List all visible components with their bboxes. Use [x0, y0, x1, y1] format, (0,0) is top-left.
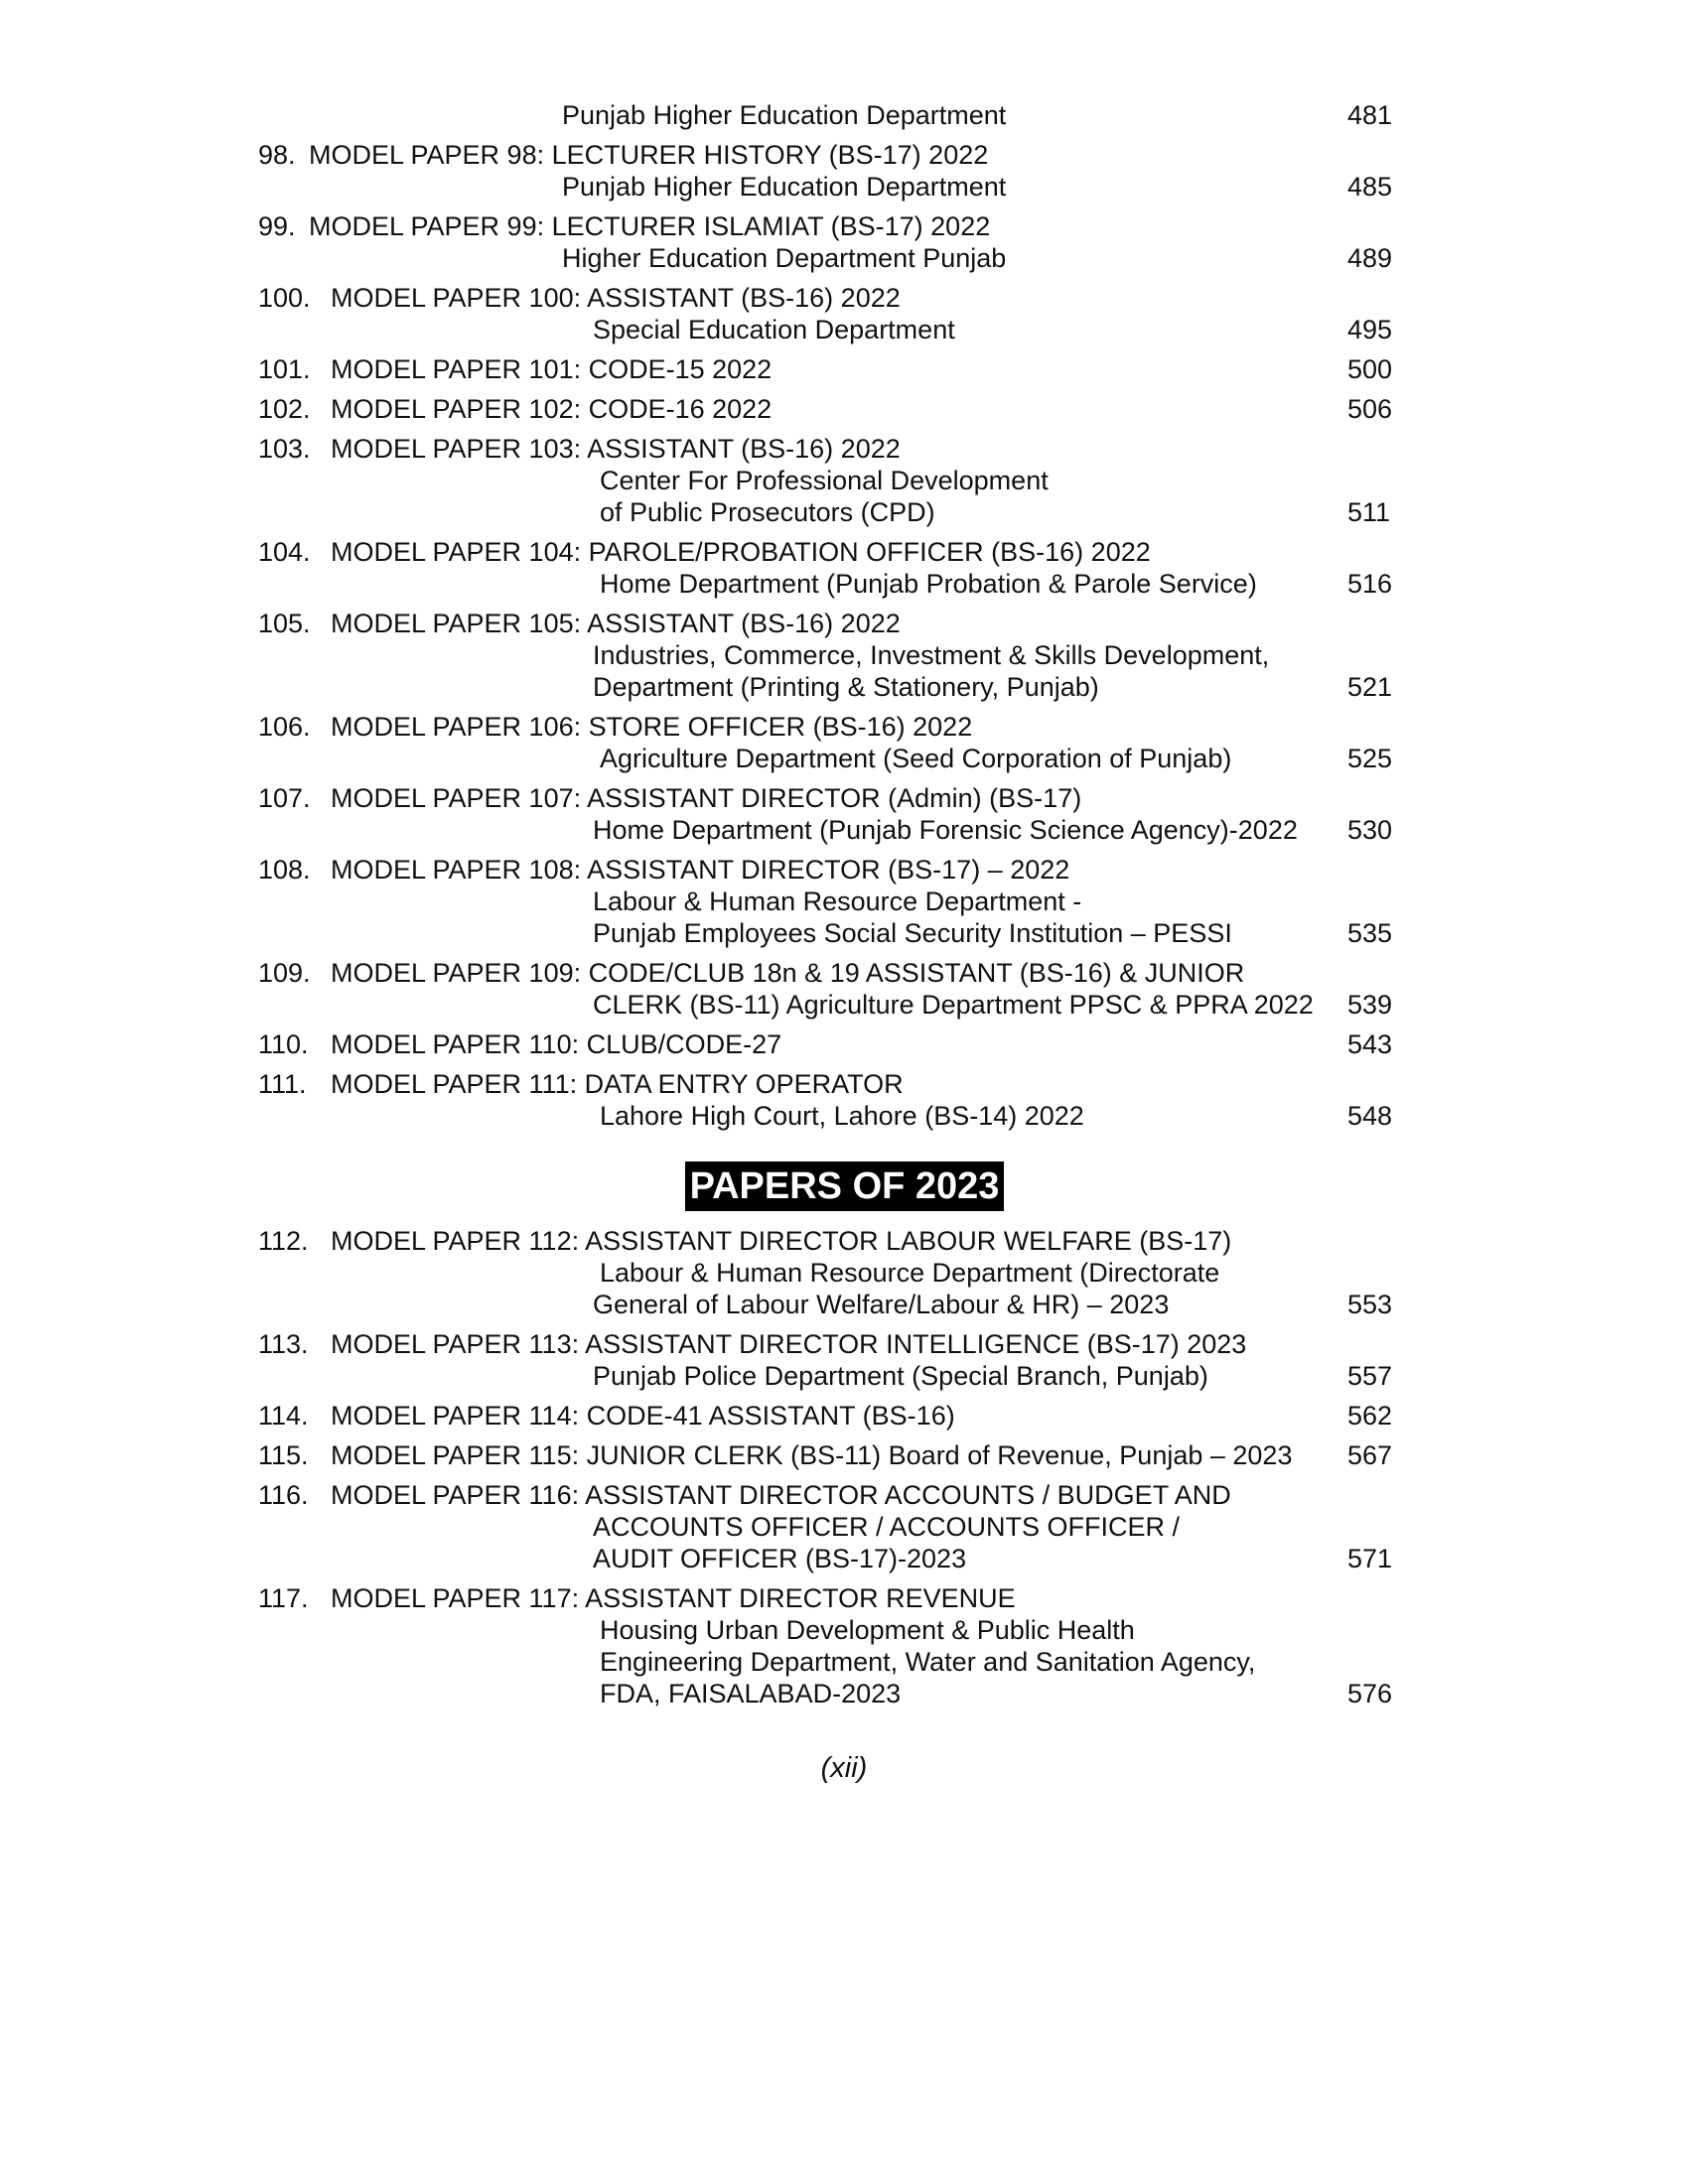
entry-title: MODEL PAPER 104: PAROLE/PROBATION OFFICER (BS-16) 2022 [331, 537, 1151, 567]
entry-title: MODEL PAPER 106: STORE OFFICER (BS-16) 2022 [331, 712, 973, 742]
toc-entry-104-detail [0, 568, 1688, 600]
entry-title: MODEL PAPER 114: CODE-41 ASSISTANT (BS-16) [331, 1401, 955, 1431]
entry-number: 103. [258, 434, 311, 464]
section-heading: PAPERS OF 2023 [685, 1161, 1004, 1211]
page-number: 543 [1347, 1029, 1393, 1059]
toc-entry-111-detail [0, 1100, 1688, 1132]
entry-title: MODEL PAPER 115: JUNIOR CLERK (BS-11) Board of Revenue, Punjab – 2023 [331, 1440, 1293, 1470]
entry-number: 108. [258, 855, 311, 885]
page-number: 485 [1347, 172, 1393, 202]
entry-number: 112. [258, 1226, 309, 1256]
page-number: 495 [1347, 315, 1393, 344]
entry-number: 105. [258, 609, 311, 638]
toc-entry-107 [0, 782, 1688, 814]
page-number: 571 [1347, 1544, 1393, 1573]
entry-number: 117. [258, 1583, 309, 1613]
toc-entry-108-detail [0, 917, 1688, 949]
toc-entry-108 [0, 854, 1688, 886]
entry-title: MODEL PAPER 103: ASSISTANT (BS-16) 2022 [331, 434, 901, 464]
toc-entry-112-detail [0, 1289, 1688, 1320]
entry-subline: CLERK (BS-11) Agriculture Department PPSC & PPRA 2022 [593, 990, 1314, 1020]
toc-entry-105 [0, 608, 1688, 639]
entry-subline: Housing Urban Development & Public Health [600, 1615, 1135, 1645]
toc-entry-117-detail [0, 1678, 1688, 1709]
toc-entry-116-detail [0, 1511, 1688, 1543]
toc-entry-104 [0, 536, 1688, 568]
page-number: 553 [1347, 1290, 1393, 1319]
entry-subline: Agriculture Department (Seed Corporation of Punjab) [600, 744, 1232, 773]
entry-subline: Engineering Department, Water and Sanitation Agency, [600, 1647, 1256, 1677]
entry-title: MODEL PAPER 102: CODE-16 2022 [331, 394, 773, 424]
page-number: 535 [1347, 918, 1393, 948]
entry-subline: AUDIT OFFICER (BS-17)-2023 [593, 1544, 967, 1573]
toc-entry-113-detail [0, 1360, 1688, 1392]
entry-subline: Lahore High Court, Lahore (BS-14) 2022 [600, 1101, 1084, 1131]
entry-number: 110. [258, 1029, 309, 1059]
toc-entry-105-detail [0, 671, 1688, 703]
toc-entry-106 [0, 711, 1688, 743]
toc-entry-112-detail [0, 1257, 1688, 1289]
toc-entry-109 [0, 957, 1688, 989]
entry-number: 101. [258, 354, 311, 384]
page-number: 539 [1347, 990, 1393, 1020]
entry-subline: Labour & Human Resource Department - [593, 887, 1082, 916]
entry-number: 100. [258, 283, 311, 313]
entry-title: MODEL PAPER 100: ASSISTANT (BS-16) 2022 [331, 283, 901, 313]
entry-title: MODEL PAPER 117: ASSISTANT DIRECTOR REVENUE [331, 1583, 1016, 1613]
toc-entry-99 [0, 210, 1688, 242]
entry-number: 113. [258, 1329, 309, 1359]
entry-subline: Labour & Human Resource Department (Directorate [600, 1258, 1220, 1288]
page-number: 481 [1347, 100, 1393, 130]
toc-entry-103 [0, 433, 1688, 465]
page-number: 511 [1347, 497, 1391, 527]
toc-entry-continued [0, 99, 1688, 131]
entry-title: MODEL PAPER 105: ASSISTANT (BS-16) 2022 [331, 609, 901, 638]
entry-subline: Home Department (Punjab Probation & Parole Service) [600, 569, 1257, 599]
entry-number: 102. [258, 394, 311, 424]
entry-number: 109. [258, 958, 311, 988]
entry-title: MODEL PAPER 116: ASSISTANT DIRECTOR ACCOUNTS / BUDGET AND [331, 1480, 1231, 1510]
toc-entry-102 [0, 393, 1688, 425]
entry-number: 106. [258, 712, 311, 742]
toc-entry-109-detail [0, 989, 1688, 1021]
toc-entry-100-detail [0, 314, 1688, 345]
entry-title: MODEL PAPER 110: CLUB/CODE-27 [331, 1029, 782, 1059]
toc-entry-117 [0, 1582, 1688, 1614]
page-number: 500 [1347, 354, 1393, 384]
entry-subline: Center For Professional Development [600, 466, 1049, 495]
entry-title: MODEL PAPER 107: ASSISTANT DIRECTOR (Admin) (BS-17) [331, 783, 1082, 813]
toc-entry-114 [0, 1400, 1688, 1432]
entry-subline: Punjab Employees Social Security Institution – PESSI [593, 918, 1232, 948]
page-number: 489 [1347, 243, 1393, 273]
entry-subline: ACCOUNTS OFFICER / ACCOUNTS OFFICER / [593, 1512, 1181, 1542]
page-number: 525 [1347, 744, 1393, 773]
entry-number: 107. [258, 783, 311, 813]
page-number: 521 [1347, 672, 1393, 702]
toc-entry-98 [0, 139, 1688, 171]
entry-subline: Department (Printing & Stationery, Punjab) [593, 672, 1099, 702]
entry-number: 99. [258, 211, 296, 241]
entry-subline: of Public Prosecutors (CPD) [600, 497, 935, 527]
toc-entry-98-detail [0, 171, 1688, 203]
page-number: 562 [1347, 1401, 1393, 1431]
entry-subline: Punjab Higher Education Department [562, 172, 1007, 202]
entry-title: MODEL PAPER 101: CODE-15 2022 [331, 354, 773, 384]
toc-entry-111 [0, 1068, 1688, 1100]
page-number: 516 [1347, 569, 1393, 599]
entry-title: MODEL PAPER 113: ASSISTANT DIRECTOR INTELLIGENCE (BS-17) 2023 [331, 1329, 1247, 1359]
entry-title: MODEL PAPER 99: LECTURER ISLAMIAT (BS-17) 2022 [309, 211, 991, 241]
toc-entry-100 [0, 282, 1688, 314]
page-number: 557 [1347, 1361, 1393, 1391]
entry-subline: Higher Education Department Punjab [562, 243, 1007, 273]
entry-subline: Special Education Department [593, 315, 955, 344]
toc-entry-103-detail [0, 496, 1688, 528]
toc-entry-108-detail [0, 886, 1688, 917]
entry-title: MODEL PAPER 98: LECTURER HISTORY (BS-17) 2022 [309, 140, 989, 170]
toc-entry-99-detail [0, 242, 1688, 274]
entry-number: 114. [258, 1401, 309, 1431]
entry-number: 111. [258, 1069, 307, 1099]
toc-entry-107-detail [0, 814, 1688, 846]
toc-entry-116 [0, 1479, 1688, 1511]
entry-title: MODEL PAPER 111: DATA ENTRY OPERATOR [331, 1069, 904, 1099]
page-number: 567 [1347, 1440, 1393, 1470]
page-number: 548 [1347, 1101, 1393, 1131]
page-number: 530 [1347, 815, 1393, 845]
entry-number: 104. [258, 537, 311, 567]
entry-title: MODEL PAPER 109: CODE/CLUB 18n & 19 ASSISTANT (BS-16) & JUNIOR [331, 958, 1245, 988]
entry-subline: Industries, Commerce, Investment & Skills Development, [593, 640, 1270, 670]
toc-entry-101 [0, 353, 1688, 385]
entry-subline: General of Labour Welfare/Labour & HR) – 2023 [593, 1290, 1170, 1319]
entry-subline: Punjab Police Department (Special Branch, Punjab) [593, 1361, 1208, 1391]
toc-entry-117-detail [0, 1614, 1688, 1646]
toc-entry-116-detail [0, 1543, 1688, 1574]
entry-number: 98. [258, 140, 296, 170]
entry-subline: Punjab Higher Education Department [562, 100, 1007, 130]
entry-subline: Home Department (Punjab Forensic Science Agency)-2022 [593, 815, 1298, 845]
entry-title: MODEL PAPER 108: ASSISTANT DIRECTOR (BS-17) – 2022 [331, 855, 1070, 885]
toc-entry-113 [0, 1328, 1688, 1360]
page-number: 576 [1347, 1679, 1393, 1708]
toc-entry-106-detail [0, 743, 1688, 774]
page-number: 506 [1347, 394, 1393, 424]
toc-entry-117-detail [0, 1646, 1688, 1678]
toc-entry-115 [0, 1439, 1688, 1471]
entry-number: 116. [258, 1480, 309, 1510]
entry-subline: FDA, FAISALABAD-2023 [600, 1679, 902, 1708]
entry-title: MODEL PAPER 112: ASSISTANT DIRECTOR LABOUR WELFARE (BS-17) [331, 1226, 1232, 1256]
page-footer-number: (xii) [820, 1752, 868, 1784]
entry-number: 115. [258, 1440, 309, 1470]
toc-entry-105-detail [0, 639, 1688, 671]
toc-entry-103-detail [0, 465, 1688, 496]
toc-entry-112 [0, 1225, 1688, 1257]
toc-entry-110 [0, 1028, 1688, 1060]
